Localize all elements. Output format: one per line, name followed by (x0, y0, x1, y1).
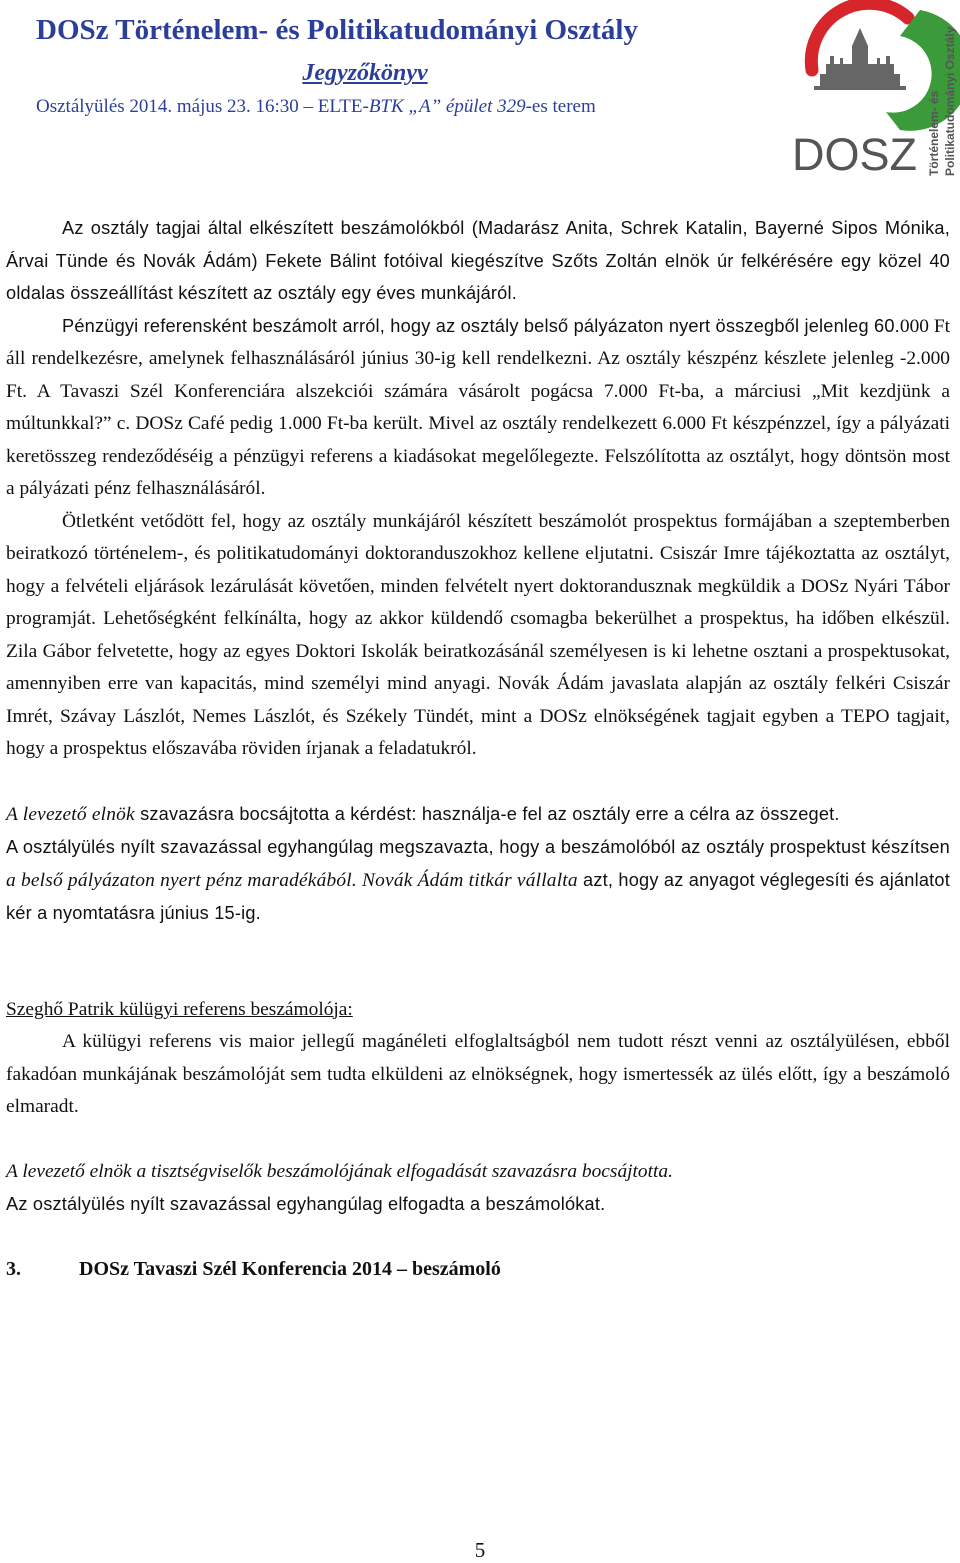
document-subtitle: Jegyzőkönyv (302, 60, 428, 86)
logo-side-text-2: Politikatudományi Osztály (943, 26, 957, 176)
spacer (6, 766, 950, 798)
paragraph-finance (6, 310, 950, 506)
document-title: DOSz Történelem- és Politikatudományi Osztály (36, 14, 638, 46)
meeting-info-room: -es terem (525, 96, 596, 117)
paragraph-finance-body: 000 Ft áll rendelkezésre, amelynek felhasználásáról június 30-ig kell rendelkezni. Az osztály készpénz készlete jelenleg -2.000 Ft. A Tavaszi Szél Konferenciára alszekciói számára vásárolt pogácsa 7.000 Ft-ba, a márciusi „Mit kezdjünk a múltunkkal?” c. DOSz Café pedig 1.000 Ft-ba került. Mivel az osztály rendelkezett 6.000 Ft készpénzzel, így a pályázati keretösszeg rendeződéséig a pénzügyi referens a kiadásokat megelőlegezte. Felszólította az osztályt, hogy döntsön most a pályázati pénz felhasználásáról. (6, 315, 951, 499)
paragraph-officers-vote-result: Az osztályülés nyílt szavazással egyhangúlag elfogadta a beszámolókat. (6, 1194, 606, 1214)
section-3-number: 3. (6, 1257, 21, 1280)
spacer (6, 1221, 950, 1253)
vote-result-italic: a belső pályázaton nyert pénz maradékából. Novák Ádám titkár vállalta (6, 869, 578, 891)
vote-result-tail: azt, hogy az anyagot véglegesíti és ajánlatot kér a nyomtatásra június 15-ig. (6, 869, 950, 923)
vote-call-text: szavazásra bocsájtotta a kérdést: használja-e fel az osztály erre a célra az összeget. (134, 803, 840, 824)
paragraph-report-summary: Az osztály tagjai által elkészített beszámolókból (Madarász Anita, Schrek Katalin, Bayerné Sipos Mónika, Árvai Tünde és Novák Ádám) Fekete Bálint fotóival kiegészítve Szőts Zoltán elnök úr felkérésére egy közel 40 oldalas összeállítást készített az osztály egy éves munkájáról. (6, 218, 950, 303)
paragraph-officers-vote-call: A levezető elnök a tisztségviselők beszámolójának elfogadását szavazásra bocsájtotta. (6, 1160, 673, 1182)
paragraph-prospectus-idea: Ötletként vetődött fel, hogy az osztály munkájáról készített beszámolót prospektus formájában a szeptemberben beiratkozó történelem-, és politikatudományi doktoranduszokhoz kellene eljutatni. Csiszár Imre tájékoztatta az osztályt, hogy a felvételi eljárások lezárulását követően, minden felvételt nyert doktorandusznak megküldik a DOSz Nyári Tábor programját. Lehetőségként felkínálta, hogy az akkor küldendő csomagba bekerülhet a prospektus, ha időben elkészül. Zila Gábor felvetette, hogy az egyes Doktori Iskolák beiratkozásánál személyesen is ki lehetne osztani a prospektusokat, amennyiben erre van kapacitás, mind személyi mind anyagi. Novák Ádám javaslata alapján az osztály felkéri Csiszár Imrét, Szávay Lászlót, Nemes Lászlót, és Székely Tündét, mint a DOSz elnökségének tagjait egyben a TEPO tagjait, hogy a prospektus előszavába röviden írjanak a feladatukról. (6, 510, 950, 759)
paragraph-vote-result (6, 831, 950, 930)
meeting-info-building: „A” épület 329 (403, 96, 526, 117)
chair-label: A levezető elnök (6, 803, 135, 825)
paragraph-foreign-affairs: A külügyi referens vis maior jellegű magánéleti elfoglaltságból nem tudott részt venni az osztályülésen, ebből fakadóan munkájának beszámolóját sem tudta elküldeni az elnökségnek, hogy ismertessék az ülés előtt, így a beszámoló elmaradt. (6, 1031, 950, 1117)
document-body (6, 212, 950, 1285)
meeting-info-faculty: BTK (368, 96, 404, 117)
spacer (6, 962, 950, 994)
parliament-icon (814, 28, 906, 90)
logo-wordmark: DOSZ (792, 129, 918, 178)
paragraph-finance-lead: Pénzügyi referensként beszámolt arról, hogy az osztály belső pályázaton nyert összegből jelenleg 60. (62, 315, 900, 336)
page-number: 5 (474, 1538, 486, 1562)
section-3-heading (6, 1253, 950, 1286)
section-foreign-affairs-heading: Szeghő Patrik külügyi referens beszámolója: (6, 998, 353, 1020)
section-3-title: DOSz Tavaszi Szél Konferencia 2014 – beszámoló (79, 1257, 501, 1280)
paragraph-vote-call (6, 798, 950, 832)
meeting-info (36, 96, 596, 118)
vote-result-text: A osztályülés nyílt szavazással egyhangúlag megszavazta, hogy a beszámolóból az osztály prospektust készítsen (6, 837, 950, 857)
spacer (6, 930, 950, 962)
logo-side-text-1: Történelem- és (927, 90, 941, 176)
spacer (6, 1124, 950, 1156)
meeting-info-date: Osztályülés 2014. május 23. 16:30 – ELTE- (36, 96, 369, 117)
dosz-logo (790, 0, 960, 178)
